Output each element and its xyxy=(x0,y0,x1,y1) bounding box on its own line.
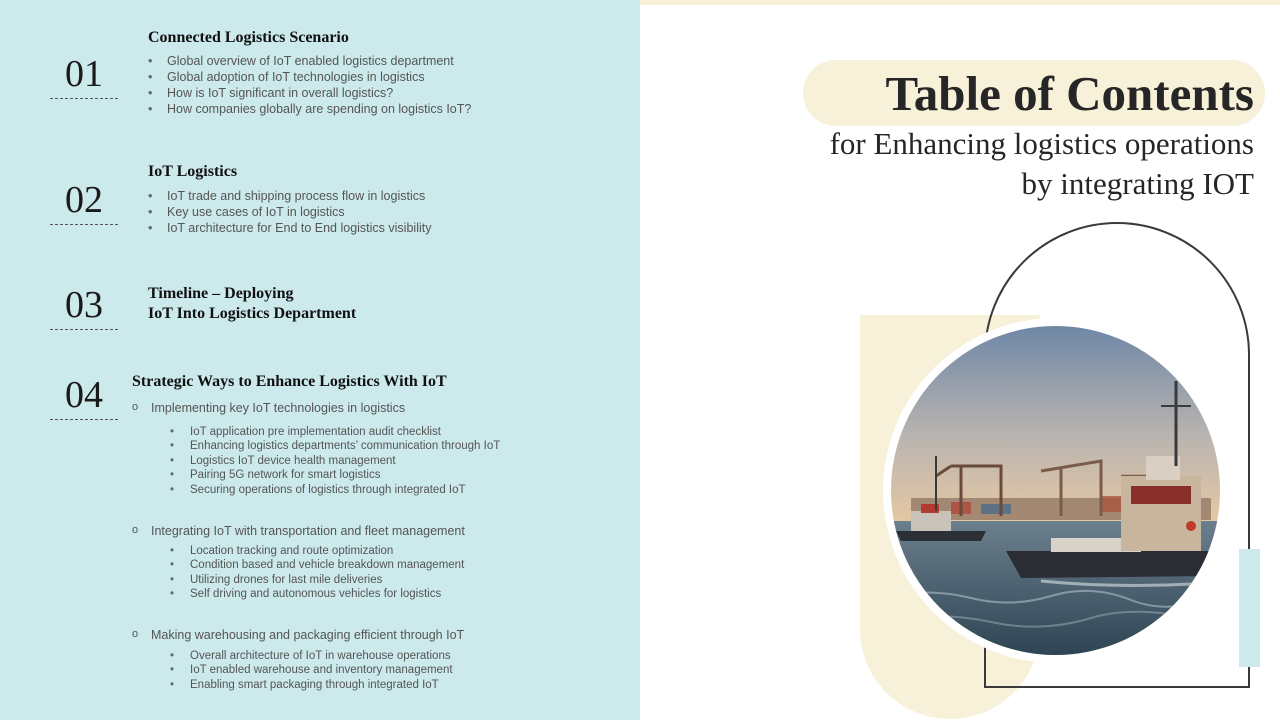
top-accent-strip xyxy=(640,0,1280,5)
list-item: • IoT enabled warehouse and inventory management xyxy=(170,663,453,677)
section-title-line: Timeline – Deploying xyxy=(148,285,294,302)
section-01-bullet-list xyxy=(148,53,471,117)
harbor-tugboat-photo xyxy=(891,326,1220,655)
page-title: Table of Contents xyxy=(885,66,1254,121)
section-02-bullet-list xyxy=(148,188,431,236)
list-item: • IoT trade and shipping process flow in logistics xyxy=(148,188,431,204)
section-number-01: 01 xyxy=(50,52,118,99)
list-item: • Logistics IoT device health management xyxy=(170,454,500,468)
subsection-bullet-list xyxy=(170,649,453,692)
list-item: • Global overview of IoT enabled logistics department xyxy=(148,53,471,69)
list-item: • Pairing 5G network for smart logistics xyxy=(170,468,500,482)
section-title-timeline xyxy=(148,284,356,324)
section-title-connected-logistics: Connected Logistics Scenario xyxy=(148,29,349,46)
list-item: • Enhancing logistics departments’ communication through IoT xyxy=(170,439,500,453)
page-subtitle: for Enhancing logistics operations by integrating IOT xyxy=(829,126,1254,201)
list-item: • IoT architecture for End to End logistics visibility xyxy=(148,220,431,236)
list-item: • Securing operations of logistics through integrated IoT xyxy=(170,483,500,497)
decorative-blue-bar xyxy=(1239,549,1260,667)
subsection-heading: o Implementing key IoT technologies in logistics xyxy=(132,400,405,416)
subsection-bullet-list xyxy=(170,425,500,497)
subsection-heading: o Making warehousing and packaging efficient through IoT xyxy=(132,627,464,643)
list-item: • Self driving and autonomous vehicles for logistics xyxy=(170,587,464,601)
list-item: • IoT application pre implementation audit checklist xyxy=(170,425,500,439)
section-title-line: IoT Into Logistics Department xyxy=(148,305,357,322)
subsection-bullet-list xyxy=(170,544,464,602)
section-number-03: 03 xyxy=(50,283,118,330)
list-item: • Enabling smart packaging through integrated IoT xyxy=(170,678,453,692)
section-title-strategic-ways: Strategic Ways to Enhance Logistics With IoT xyxy=(132,373,447,390)
section-number-04: 04 xyxy=(50,373,118,420)
list-item: • Key use cases of IoT in logistics xyxy=(148,204,431,220)
list-item: • How is IoT significant in overall logistics? xyxy=(148,85,471,101)
subsection-heading: o Integrating IoT with transportation and fleet management xyxy=(132,523,465,539)
list-item: • Location tracking and route optimization xyxy=(170,544,464,558)
list-item: • Global adoption of IoT technologies in logistics xyxy=(148,69,471,85)
list-item: • Utilizing drones for last mile deliveries xyxy=(170,573,464,587)
list-item: • How companies globally are spending on logistics IoT? xyxy=(148,101,471,117)
list-item: • Condition based and vehicle breakdown management xyxy=(170,558,464,572)
section-number-02: 02 xyxy=(50,178,118,225)
section-title-iot-logistics: IoT Logistics xyxy=(148,163,238,180)
list-item: • Overall architecture of IoT in warehouse operations xyxy=(170,649,453,663)
